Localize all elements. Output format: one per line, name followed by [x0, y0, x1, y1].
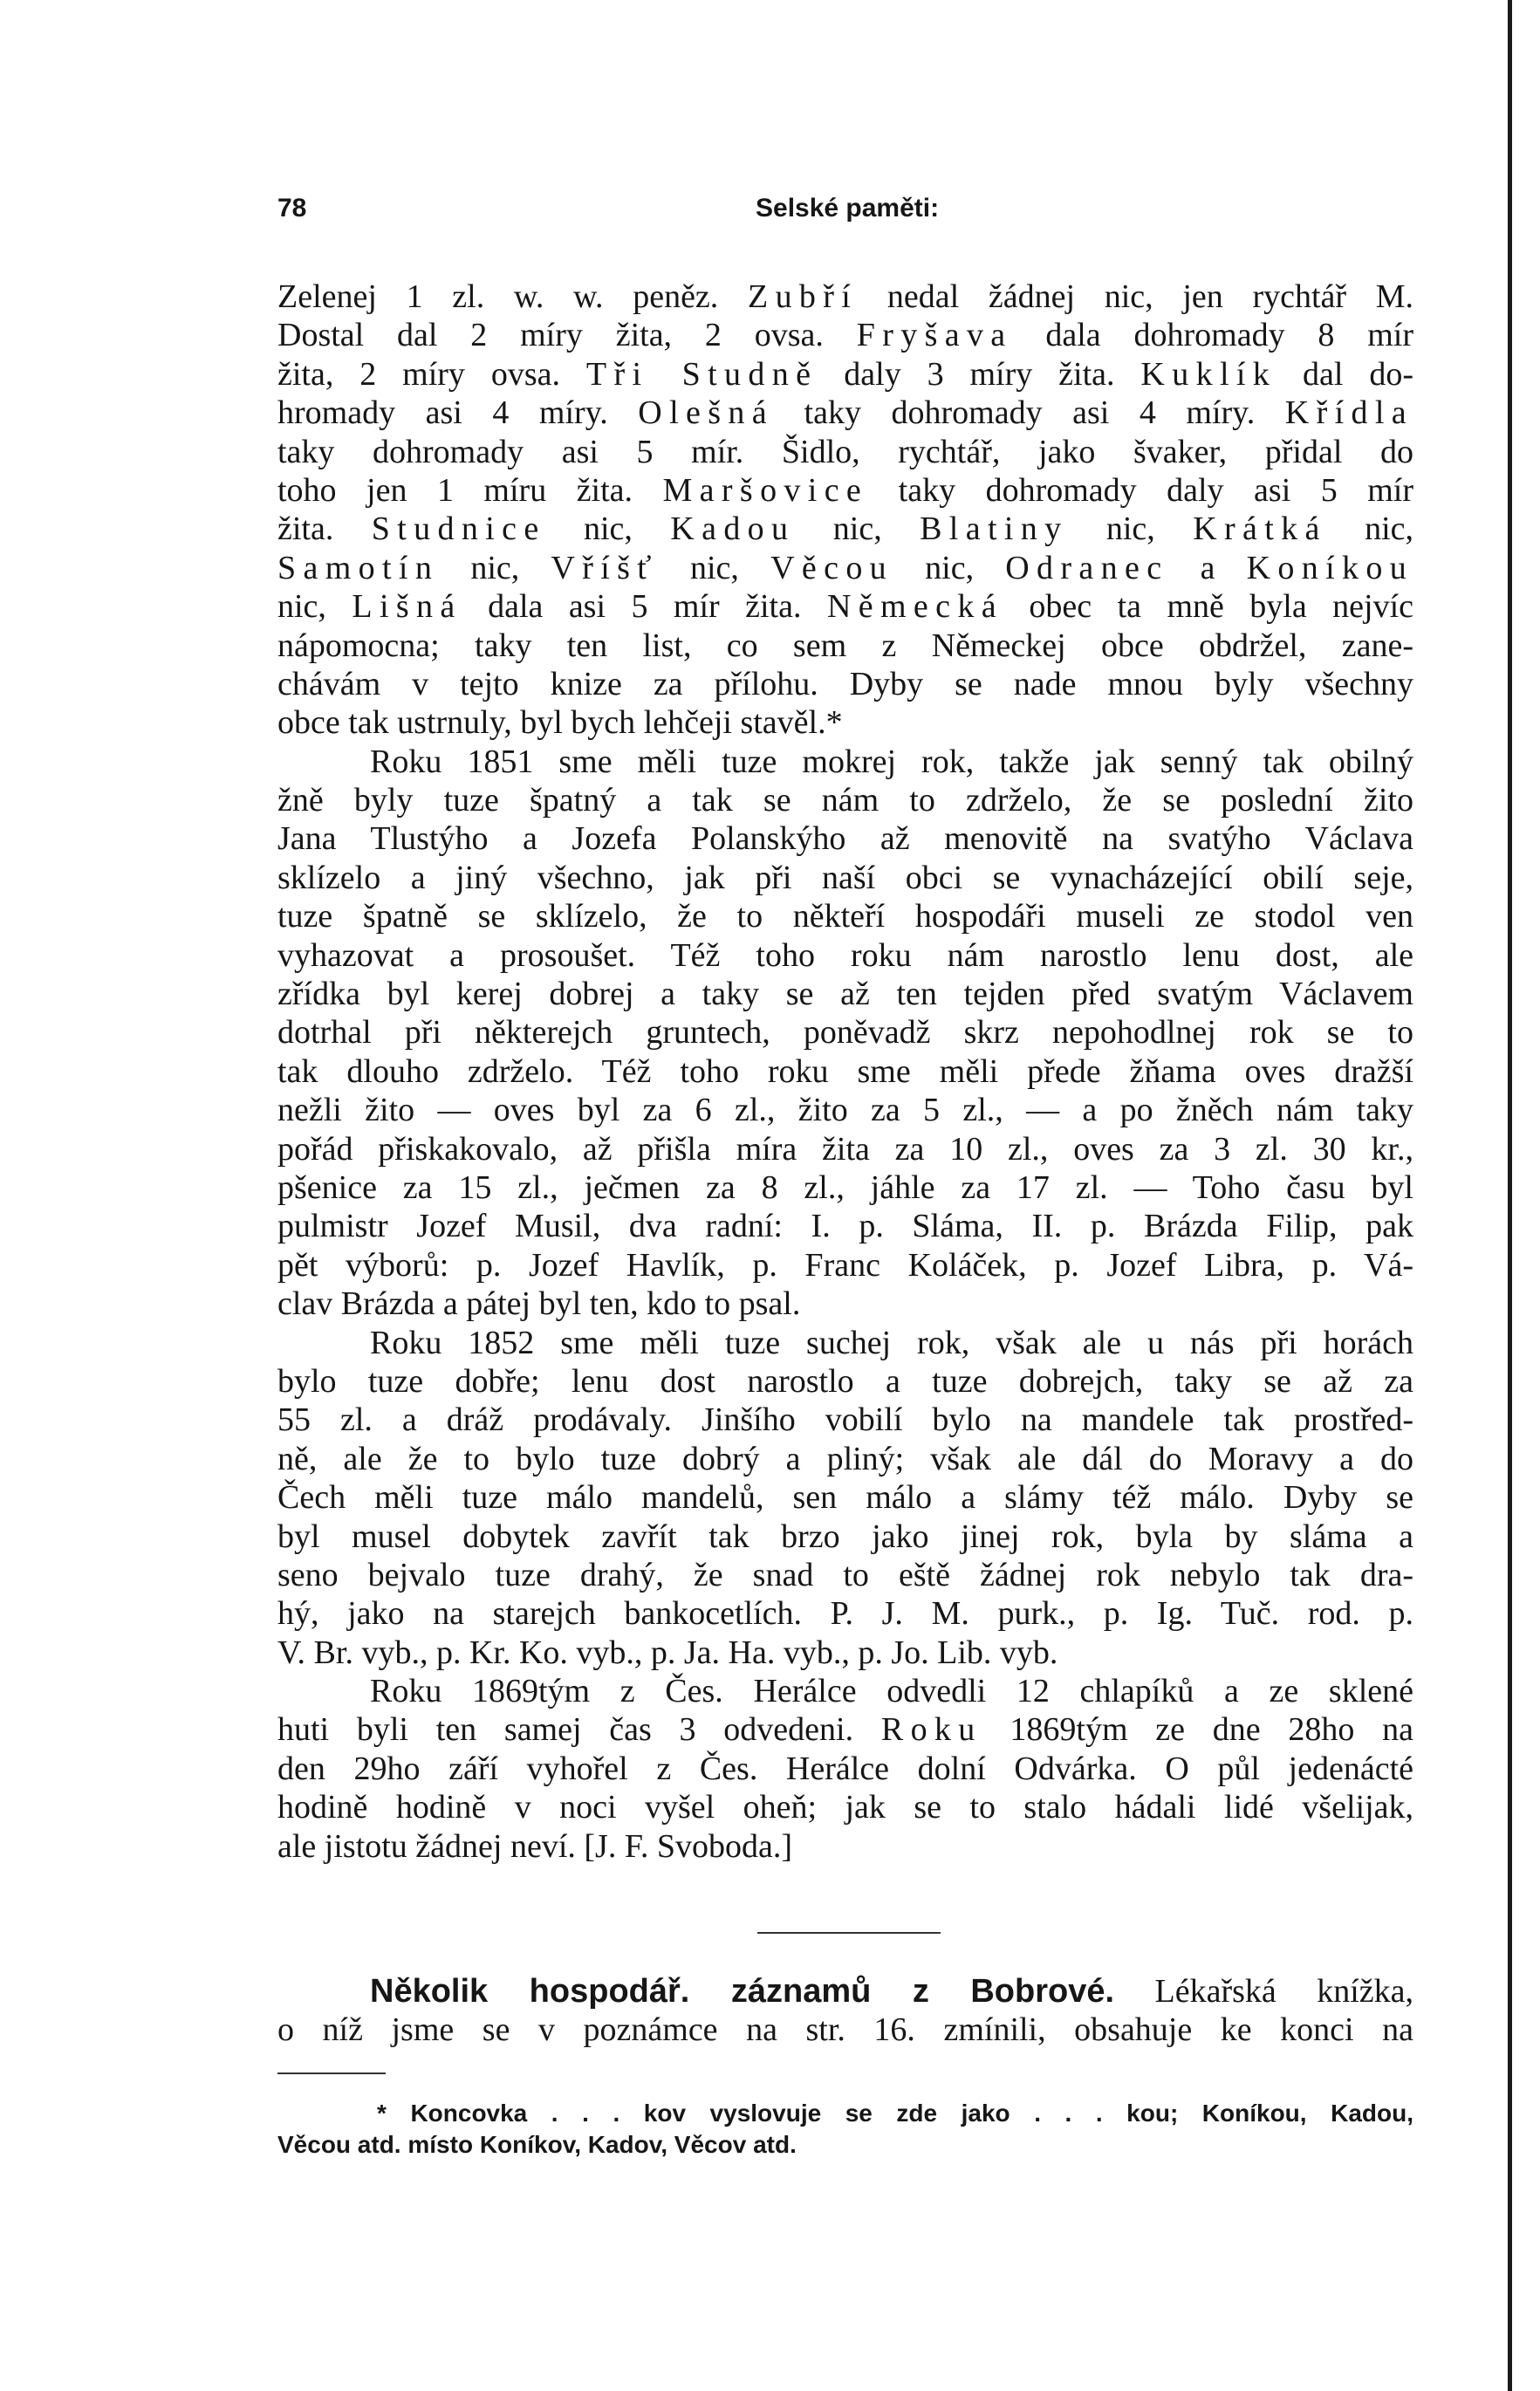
text-line: hodině hodině v noci vyšel oheň; jak se to stalo hádali lidé všelijak,	[277, 1789, 1413, 1826]
text-line: žita, 2 míry ovsa. Tři Studně daly 3 míry žita. Kuklík dal do-	[277, 355, 1414, 393]
text-line: pulmistr Jozef Musil, dva radní: I. p. Sláma, II. p. Brázda Filip, pak	[277, 1208, 1413, 1245]
text-line: nápomocna; taky ten list, co sem z Německej obce obdržel, zane-	[277, 627, 1413, 664]
text-line: nic, Lišná dala asi 5 mír žita. Německá obec ta mně byla nejvíc	[277, 588, 1414, 626]
text-line: Jana Tlustýho a Jozefa Polanskýho až menovitě na svatýho Václava	[277, 820, 1413, 858]
text-line: žně byly tuze špatný a tak se nám to zdrželo, že se poslední žito	[277, 782, 1413, 819]
text-line: o níž jsme se v poznámce na str. 16. zmínili, obsahuje ke konci na	[277, 2011, 1413, 2049]
text-line: pět výborů: p. Jozef Havlík, p. Franc Koláček, p. Jozef Libra, p. Vá-	[277, 1246, 1413, 1284]
section	[277, 1972, 1413, 2050]
section-first-line: Několik hospodář. záznamů z Bobrové. Lékařská knížka,	[370, 1973, 1414, 2010]
text-line: V. Br. vyb., p. Kr. Ko. vyb., p. Ja. Ha. vyb., p. Jo. Lib. vyb.	[277, 1634, 1058, 1671]
text-line: nežli žito — oves byl za 6 zl., žito za 5 zl., — a po žněch nám taky	[277, 1092, 1413, 1129]
text-line: hý, jako na starejch bankocetlích. P. J. M. purk., p. Ig. Tuč. rod. p.	[277, 1595, 1413, 1633]
text-line: žita. Studnice nic, Kadou nic, Blatiny nic, Krátká nic,	[277, 510, 1414, 548]
text-line: sklízelo a jiný všechno, jak při naší obci se vynacházející obilí seje,	[277, 859, 1413, 896]
text-line: tuze špatně se sklízelo, že to někteří hospodáři museli ze stodol ven	[277, 898, 1413, 935]
text-line: den 29ho září vyhořel z Čes. Herálce dolní Odvárka. O půl jedenácté	[277, 1750, 1413, 1787]
text-line: byl musel dobytek zavřít tak brzo jako jinej rok, byla by sláma a	[277, 1517, 1413, 1555]
text-line: hromady asi 4 míry. Olešná taky dohromady asi 4 míry. Křídla	[277, 394, 1414, 432]
text-line: Roku 1869tým z Čes. Herálce odvedli 12 chlapíků a ze sklené	[370, 1673, 1413, 1710]
section-divider	[757, 1932, 941, 1934]
page-number: 78	[277, 194, 307, 223]
text-line: seno bejvalo tuze drahý, že snad to eště žádnej rok nebylo tak dra-	[277, 1556, 1413, 1593]
text-line: pořád přiskakovalo, až přišla míra žita za 10 zl., oves za 3 zl. 30 kr.,	[277, 1130, 1413, 1168]
text-line: ale jistotu žádnej neví. [J. F. Svoboda.]	[277, 1827, 793, 1865]
running-title: Selské paměti:	[756, 194, 940, 223]
footnote-line: Věcou atd. místo Koníkov, Kadov, Věcov atd.	[277, 2131, 797, 2158]
text-line: Roku 1852 sme měli tuze suchej rok, však ale u nás při horách	[370, 1324, 1413, 1361]
text-line: chávám v tejto knize za přílohu. Dyby se nade mnou byly všechny	[277, 665, 1413, 702]
text-line: Čech měli tuze málo mandelů, sen málo a slámy též málo. Dyby se	[277, 1479, 1413, 1517]
text-line: Dostal dal 2 míry žita, 2 ovsa. Fryšava dala dohromady 8 mír	[277, 317, 1413, 354]
text-line: vyhazovat a prosoušet. Též toho roku nám narostlo lenu dost, ale	[277, 936, 1413, 974]
text-line: obce tak ustrnuly, byl bych lehčeji stavěl.*	[277, 704, 843, 742]
text-line: 55 zl. a dráž prodávaly. Jinšího vobilí bylo na mandele tak prostřed-	[277, 1401, 1413, 1439]
text-line: zřídka byl kerej dobrej a taky se až ten tejden před svatým Václavem	[277, 976, 1413, 1013]
main-text	[277, 277, 1413, 1866]
text-line: ně, ale že to bylo tuze dobrý a pliný; však ale dál do Moravy a do	[277, 1440, 1413, 1477]
text-line: taky dohromady asi 5 mír. Šidlo, rychtář, jako švaker, přidal do	[277, 433, 1413, 470]
page-edge-line	[1508, 0, 1512, 2391]
text-line: bylo tuze dobře; lenu dost narostlo a tuze dobrejch, taky se až za	[277, 1362, 1413, 1400]
text-line: Roku 1851 sme měli tuze mokrej rok, takže jak senný tak obilný	[370, 743, 1413, 780]
footnote-rule	[277, 2072, 386, 2074]
text-line: dotrhal při některejch gruntech, poněvadž skrz nepohodlnej rok se to	[277, 1014, 1413, 1052]
text-line: Samotín nic, Vříšť nic, Věcou nic, Odranec a Koníkou	[277, 549, 1414, 586]
footnote	[277, 2098, 1413, 2161]
text-line: pšenice za 15 zl., ječmen za 8 zl., jáhle za 17 zl. — Toho času byl	[277, 1168, 1413, 1206]
text-line: Zelenej 1 zl. w. w. peněz. Zubří nedal žádnej nic, jen rychtář M.	[277, 278, 1414, 315]
text-line: tak dlouho zdrželo. Též toho roku sme měli přede žňama oves dražší	[277, 1052, 1413, 1090]
text-line: clav Brázda a pátej byl ten, kdo to psal.	[277, 1285, 801, 1323]
section-heading: Několik hospodář. záznamů z Bobrové.	[370, 1973, 1115, 2010]
footnote-line: * Koncovka . . . kov vyslovuje se zde jako . . . kou; Koníkou, Kadou,	[377, 2100, 1413, 2127]
text-line: huti byli ten samej čas 3 odvedeni. Roku 1869tým ze dne 28ho na	[277, 1711, 1413, 1749]
text-line: toho jen 1 míru žita. Maršovice taky dohromady daly asi 5 mír	[277, 471, 1413, 509]
